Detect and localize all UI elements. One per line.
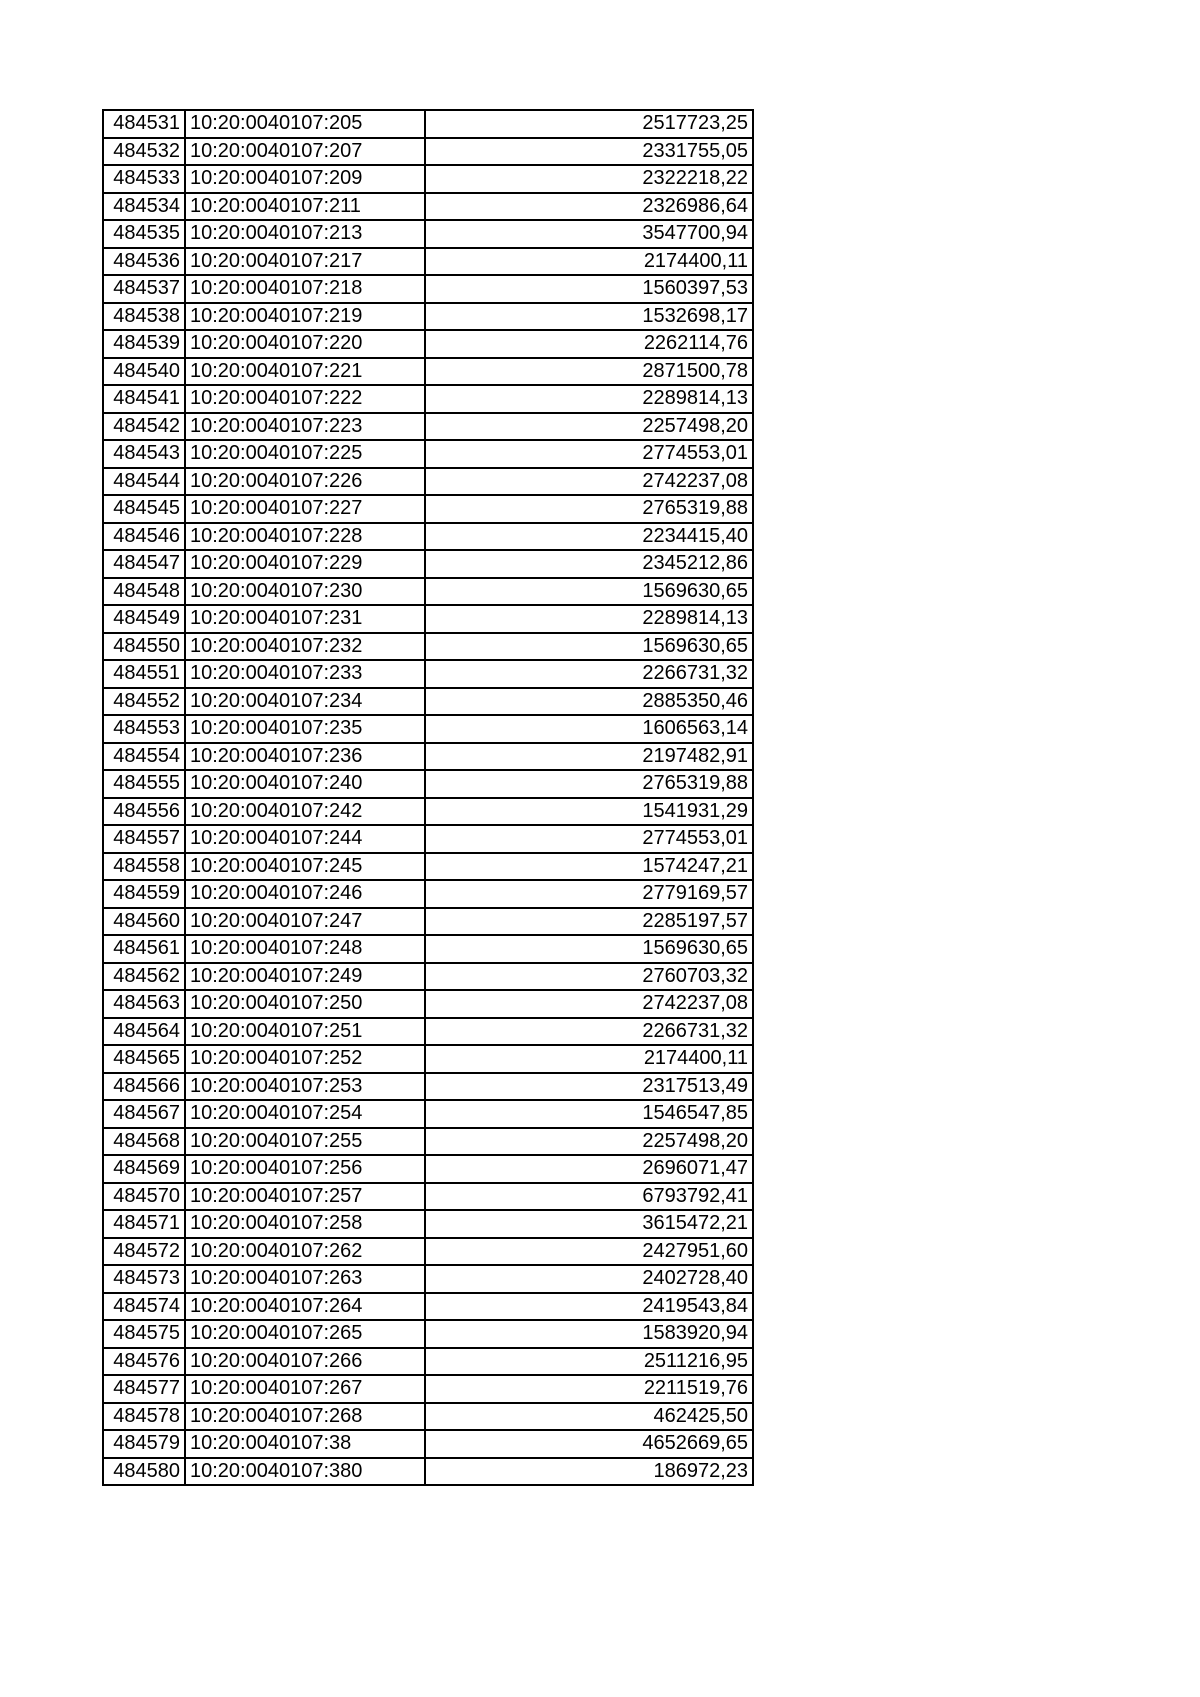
cadastral-value-cell: 1569630,65 bbox=[425, 578, 753, 606]
cadastral-value-cell: 1583920,94 bbox=[425, 1320, 753, 1348]
table-row bbox=[103, 1458, 753, 1486]
cadastral-number-cell: 10:20:0040107:227 bbox=[185, 495, 425, 523]
row-number-cell: 484557 bbox=[103, 825, 185, 853]
row-number-cell: 484546 bbox=[103, 523, 185, 551]
row-number-cell: 484552 bbox=[103, 688, 185, 716]
row-number-cell: 484580 bbox=[103, 1458, 185, 1486]
cadastral-value-cell: 1541931,29 bbox=[425, 798, 753, 826]
table-row bbox=[103, 880, 753, 908]
cadastral-number-cell: 10:20:0040107:380 bbox=[185, 1458, 425, 1486]
cadastral-value-cell: 1574247,21 bbox=[425, 853, 753, 881]
row-number-cell: 484531 bbox=[103, 110, 185, 138]
row-number-cell: 484559 bbox=[103, 880, 185, 908]
table-row bbox=[103, 440, 753, 468]
row-number-cell: 484550 bbox=[103, 633, 185, 661]
cadastral-value-cell: 2317513,49 bbox=[425, 1073, 753, 1101]
row-number-cell: 484556 bbox=[103, 798, 185, 826]
cadastral-value-cell: 2289814,13 bbox=[425, 385, 753, 413]
cadastral-number-cell: 10:20:0040107:235 bbox=[185, 715, 425, 743]
row-number-cell: 484565 bbox=[103, 1045, 185, 1073]
cadastral-number-cell: 10:20:0040107:211 bbox=[185, 193, 425, 221]
row-number-cell: 484576 bbox=[103, 1348, 185, 1376]
table-row bbox=[103, 1348, 753, 1376]
table-row bbox=[103, 935, 753, 963]
cadastral-value-cell: 2345212,86 bbox=[425, 550, 753, 578]
table-body bbox=[103, 110, 753, 1485]
cadastral-value-cell: 2174400,11 bbox=[425, 1045, 753, 1073]
table-row bbox=[103, 358, 753, 386]
cadastral-number-cell: 10:20:0040107:233 bbox=[185, 660, 425, 688]
row-number-cell: 484547 bbox=[103, 550, 185, 578]
row-number-cell: 484578 bbox=[103, 1403, 185, 1431]
cadastral-value-cell: 2871500,78 bbox=[425, 358, 753, 386]
cadastral-number-cell: 10:20:0040107:247 bbox=[185, 908, 425, 936]
row-number-cell: 484553 bbox=[103, 715, 185, 743]
table-row bbox=[103, 1265, 753, 1293]
cadastral-value-cell: 2266731,32 bbox=[425, 660, 753, 688]
cadastral-value-cell: 2760703,32 bbox=[425, 963, 753, 991]
cadastral-number-cell: 10:20:0040107:226 bbox=[185, 468, 425, 496]
cadastral-value-cell: 2765319,88 bbox=[425, 770, 753, 798]
row-number-cell: 484551 bbox=[103, 660, 185, 688]
cadastral-number-cell: 10:20:0040107:251 bbox=[185, 1018, 425, 1046]
table-row bbox=[103, 798, 753, 826]
cadastral-value-cell: 2211519,76 bbox=[425, 1375, 753, 1403]
cadastral-value-cell: 2511216,95 bbox=[425, 1348, 753, 1376]
cadastral-value-cell: 2234415,40 bbox=[425, 523, 753, 551]
cadastral-value-cell: 2742237,08 bbox=[425, 468, 753, 496]
cadastral-number-cell: 10:20:0040107:222 bbox=[185, 385, 425, 413]
cadastral-number-cell: 10:20:0040107:264 bbox=[185, 1293, 425, 1321]
cadastral-number-cell: 10:20:0040107:246 bbox=[185, 880, 425, 908]
cadastral-number-cell: 10:20:0040107:38 bbox=[185, 1430, 425, 1458]
cadastral-number-cell: 10:20:0040107:228 bbox=[185, 523, 425, 551]
cadastral-number-cell: 10:20:0040107:256 bbox=[185, 1155, 425, 1183]
table-row bbox=[103, 275, 753, 303]
row-number-cell: 484573 bbox=[103, 1265, 185, 1293]
row-number-cell: 484548 bbox=[103, 578, 185, 606]
cadastral-value-cell: 3547700,94 bbox=[425, 220, 753, 248]
cadastral-value-table bbox=[102, 109, 754, 1486]
table-row bbox=[103, 1430, 753, 1458]
table-row bbox=[103, 1155, 753, 1183]
cadastral-value-cell: 2427951,60 bbox=[425, 1238, 753, 1266]
cadastral-number-cell: 10:20:0040107:245 bbox=[185, 853, 425, 881]
row-number-cell: 484542 bbox=[103, 413, 185, 441]
cadastral-value-cell: 2331755,05 bbox=[425, 138, 753, 166]
table-row bbox=[103, 248, 753, 276]
cadastral-value-cell: 2285197,57 bbox=[425, 908, 753, 936]
cadastral-value-cell: 2774553,01 bbox=[425, 825, 753, 853]
cadastral-number-cell: 10:20:0040107:218 bbox=[185, 275, 425, 303]
table-row bbox=[103, 303, 753, 331]
table-row bbox=[103, 330, 753, 358]
cadastral-number-cell: 10:20:0040107:220 bbox=[185, 330, 425, 358]
table-row bbox=[103, 413, 753, 441]
row-number-cell: 484561 bbox=[103, 935, 185, 963]
row-number-cell: 484541 bbox=[103, 385, 185, 413]
row-number-cell: 484534 bbox=[103, 193, 185, 221]
row-number-cell: 484555 bbox=[103, 770, 185, 798]
cadastral-value-cell: 2696071,47 bbox=[425, 1155, 753, 1183]
cadastral-number-cell: 10:20:0040107:258 bbox=[185, 1210, 425, 1238]
cadastral-value-cell: 2517723,25 bbox=[425, 110, 753, 138]
table-row bbox=[103, 1320, 753, 1348]
cadastral-value-cell: 2289814,13 bbox=[425, 605, 753, 633]
cadastral-number-cell: 10:20:0040107:267 bbox=[185, 1375, 425, 1403]
cadastral-number-cell: 10:20:0040107:219 bbox=[185, 303, 425, 331]
cadastral-number-cell: 10:20:0040107:248 bbox=[185, 935, 425, 963]
cadastral-number-cell: 10:20:0040107:232 bbox=[185, 633, 425, 661]
cadastral-value-cell: 2197482,91 bbox=[425, 743, 753, 771]
cadastral-number-cell: 10:20:0040107:254 bbox=[185, 1100, 425, 1128]
cadastral-number-cell: 10:20:0040107:265 bbox=[185, 1320, 425, 1348]
cadastral-value-cell: 1569630,65 bbox=[425, 633, 753, 661]
row-number-cell: 484533 bbox=[103, 165, 185, 193]
table-row bbox=[103, 990, 753, 1018]
cadastral-number-cell: 10:20:0040107:207 bbox=[185, 138, 425, 166]
table-row bbox=[103, 495, 753, 523]
table-row bbox=[103, 220, 753, 248]
table-row bbox=[103, 1403, 753, 1431]
row-number-cell: 484572 bbox=[103, 1238, 185, 1266]
row-number-cell: 484562 bbox=[103, 963, 185, 991]
cadastral-number-cell: 10:20:0040107:262 bbox=[185, 1238, 425, 1266]
row-number-cell: 484539 bbox=[103, 330, 185, 358]
cadastral-value-cell: 186972,23 bbox=[425, 1458, 753, 1486]
row-number-cell: 484558 bbox=[103, 853, 185, 881]
table-row bbox=[103, 193, 753, 221]
table-row bbox=[103, 1045, 753, 1073]
table-row bbox=[103, 1293, 753, 1321]
row-number-cell: 484537 bbox=[103, 275, 185, 303]
table-row bbox=[103, 1238, 753, 1266]
row-number-cell: 484571 bbox=[103, 1210, 185, 1238]
cadastral-value-cell: 2322218,22 bbox=[425, 165, 753, 193]
row-number-cell: 484564 bbox=[103, 1018, 185, 1046]
row-number-cell: 484543 bbox=[103, 440, 185, 468]
row-number-cell: 484579 bbox=[103, 1430, 185, 1458]
table-row bbox=[103, 1100, 753, 1128]
cadastral-number-cell: 10:20:0040107:263 bbox=[185, 1265, 425, 1293]
row-number-cell: 484569 bbox=[103, 1155, 185, 1183]
table-row bbox=[103, 385, 753, 413]
row-number-cell: 484575 bbox=[103, 1320, 185, 1348]
table-row bbox=[103, 908, 753, 936]
cadastral-number-cell: 10:20:0040107:249 bbox=[185, 963, 425, 991]
table-row bbox=[103, 660, 753, 688]
cadastral-number-cell: 10:20:0040107:250 bbox=[185, 990, 425, 1018]
cadastral-value-cell: 2765319,88 bbox=[425, 495, 753, 523]
row-number-cell: 484570 bbox=[103, 1183, 185, 1211]
cadastral-number-cell: 10:20:0040107:205 bbox=[185, 110, 425, 138]
cadastral-number-cell: 10:20:0040107:221 bbox=[185, 358, 425, 386]
table-row bbox=[103, 1128, 753, 1156]
cadastral-number-cell: 10:20:0040107:217 bbox=[185, 248, 425, 276]
table-row bbox=[103, 1375, 753, 1403]
table-row bbox=[103, 578, 753, 606]
cadastral-value-cell: 2262114,76 bbox=[425, 330, 753, 358]
table-row bbox=[103, 633, 753, 661]
cadastral-number-cell: 10:20:0040107:225 bbox=[185, 440, 425, 468]
cadastral-value-cell: 1569630,65 bbox=[425, 935, 753, 963]
cadastral-number-cell: 10:20:0040107:231 bbox=[185, 605, 425, 633]
cadastral-number-cell: 10:20:0040107:244 bbox=[185, 825, 425, 853]
table-row bbox=[103, 743, 753, 771]
cadastral-value-cell: 2419543,84 bbox=[425, 1293, 753, 1321]
row-number-cell: 484545 bbox=[103, 495, 185, 523]
table-row bbox=[103, 963, 753, 991]
cadastral-value-cell: 2742237,08 bbox=[425, 990, 753, 1018]
table-row bbox=[103, 138, 753, 166]
cadastral-value-cell: 462425,50 bbox=[425, 1403, 753, 1431]
row-number-cell: 484560 bbox=[103, 908, 185, 936]
table-row bbox=[103, 165, 753, 193]
row-number-cell: 484535 bbox=[103, 220, 185, 248]
table-row bbox=[103, 1210, 753, 1238]
table-row bbox=[103, 1073, 753, 1101]
cadastral-value-cell: 1546547,85 bbox=[425, 1100, 753, 1128]
cadastral-number-cell: 10:20:0040107:209 bbox=[185, 165, 425, 193]
cadastral-value-cell: 2257498,20 bbox=[425, 1128, 753, 1156]
row-number-cell: 484554 bbox=[103, 743, 185, 771]
table-row bbox=[103, 853, 753, 881]
row-number-cell: 484574 bbox=[103, 1293, 185, 1321]
table-row bbox=[103, 468, 753, 496]
row-number-cell: 484536 bbox=[103, 248, 185, 276]
row-number-cell: 484538 bbox=[103, 303, 185, 331]
cadastral-number-cell: 10:20:0040107:257 bbox=[185, 1183, 425, 1211]
cadastral-number-cell: 10:20:0040107:240 bbox=[185, 770, 425, 798]
cadastral-value-cell: 1532698,17 bbox=[425, 303, 753, 331]
cadastral-value-cell: 2402728,40 bbox=[425, 1265, 753, 1293]
cadastral-value-cell: 1606563,14 bbox=[425, 715, 753, 743]
cadastral-number-cell: 10:20:0040107:223 bbox=[185, 413, 425, 441]
cadastral-number-cell: 10:20:0040107:266 bbox=[185, 1348, 425, 1376]
table-row bbox=[103, 825, 753, 853]
cadastral-number-cell: 10:20:0040107:255 bbox=[185, 1128, 425, 1156]
row-number-cell: 484566 bbox=[103, 1073, 185, 1101]
cadastral-number-cell: 10:20:0040107:242 bbox=[185, 798, 425, 826]
row-number-cell: 484568 bbox=[103, 1128, 185, 1156]
table-row bbox=[103, 1018, 753, 1046]
cadastral-number-cell: 10:20:0040107:253 bbox=[185, 1073, 425, 1101]
cadastral-number-cell: 10:20:0040107:213 bbox=[185, 220, 425, 248]
cadastral-value-cell: 3615472,21 bbox=[425, 1210, 753, 1238]
table-row bbox=[103, 1183, 753, 1211]
cadastral-value-cell: 2779169,57 bbox=[425, 880, 753, 908]
table-row bbox=[103, 770, 753, 798]
cadastral-value-cell: 2257498,20 bbox=[425, 413, 753, 441]
table-row bbox=[103, 605, 753, 633]
row-number-cell: 484577 bbox=[103, 1375, 185, 1403]
cadastral-value-cell: 2174400,11 bbox=[425, 248, 753, 276]
table-row bbox=[103, 715, 753, 743]
cadastral-number-cell: 10:20:0040107:268 bbox=[185, 1403, 425, 1431]
cadastral-number-cell: 10:20:0040107:230 bbox=[185, 578, 425, 606]
cadastral-value-cell: 1560397,53 bbox=[425, 275, 753, 303]
row-number-cell: 484544 bbox=[103, 468, 185, 496]
row-number-cell: 484540 bbox=[103, 358, 185, 386]
cadastral-number-cell: 10:20:0040107:234 bbox=[185, 688, 425, 716]
cadastral-number-cell: 10:20:0040107:236 bbox=[185, 743, 425, 771]
cadastral-value-cell: 6793792,41 bbox=[425, 1183, 753, 1211]
cadastral-value-cell: 2266731,32 bbox=[425, 1018, 753, 1046]
table-row bbox=[103, 110, 753, 138]
cadastral-value-cell: 2885350,46 bbox=[425, 688, 753, 716]
table-row bbox=[103, 688, 753, 716]
row-number-cell: 484567 bbox=[103, 1100, 185, 1128]
row-number-cell: 484532 bbox=[103, 138, 185, 166]
table-row bbox=[103, 523, 753, 551]
cadastral-value-cell: 4652669,65 bbox=[425, 1430, 753, 1458]
table-row bbox=[103, 550, 753, 578]
cadastral-number-cell: 10:20:0040107:252 bbox=[185, 1045, 425, 1073]
cadastral-number-cell: 10:20:0040107:229 bbox=[185, 550, 425, 578]
cadastral-value-cell: 2774553,01 bbox=[425, 440, 753, 468]
cadastral-value-cell: 2326986,64 bbox=[425, 193, 753, 221]
row-number-cell: 484549 bbox=[103, 605, 185, 633]
row-number-cell: 484563 bbox=[103, 990, 185, 1018]
